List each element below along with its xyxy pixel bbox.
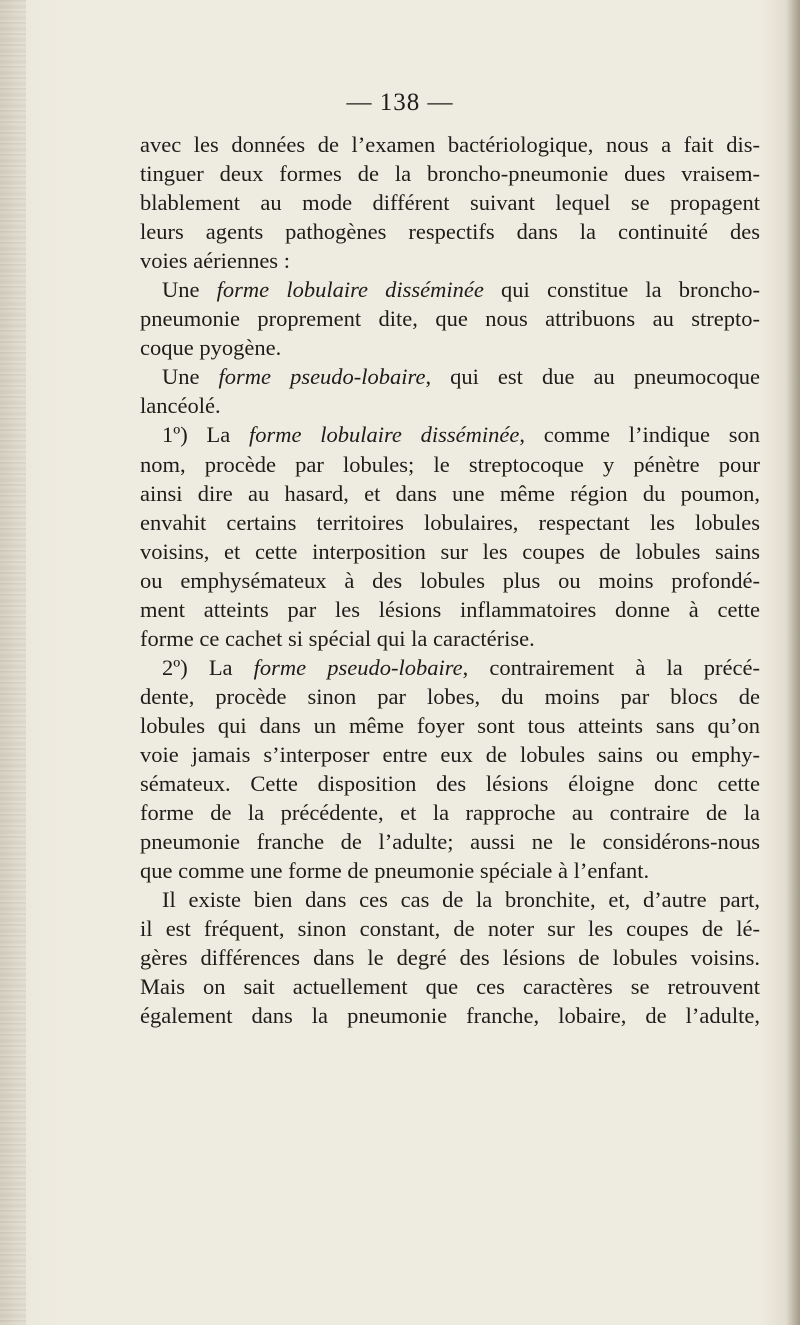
text-line: Il existe bien dans ces cas de la bronchite, et, d’autre part, [162,887,760,913]
text-run: 1º) La [162,422,249,448]
text-line: leurs agents pathogènes respectifs dans la continuité des [140,219,760,245]
page-gutter-shadow [0,0,26,1325]
text-line: envahit certains territoires lobulaires, respectant les lobules [140,509,760,535]
text-line: sémateux. Cette disposition des lésions éloigne donc cette [140,771,760,797]
italic-term: forme lobulaire disséminée [248,422,520,448]
italic-term: forme pseudo-lobaire [218,364,426,390]
text-line: voies aériennes : [140,248,290,274]
text-line: ou emphysémateux à des lobules plus ou moins profondé- [140,567,760,593]
text-run: 2º) La [162,654,254,680]
text-line: blablement au mode différent suivant lequel se propagent [140,190,760,216]
text-line: forme de la précédente, et la rapproche au contraire de la [140,800,760,826]
page-number: — 138 — [346,89,454,116]
page-edge-shadow [786,0,800,1325]
italic-term: forme lobulaire disséminée [216,277,484,303]
text-line: pneumonie proprement dite, que nous attribuons au strepto- [140,306,760,332]
text-line: gères différences dans le degré des lésions de lobules voisins. [140,945,760,971]
italic-term: forme pseudo-lobaire [253,654,463,680]
text-run: Une [162,364,219,390]
text-run: , contrairement à la précé- [462,654,761,680]
text-line: dente, procède sinon par lobes, du moins par blocs de [140,683,760,709]
text-line: il est fréquent, sinon constant, de noter sur les coupes de lé- [140,916,760,942]
text-run: Une [162,277,217,303]
text-run: , comme l’indique son [519,422,760,448]
text-line: avec les données de l’examen bactériologique, nous a fait dis- [140,132,760,157]
text-run: qui constitue la broncho- [483,277,760,303]
text-line: nom, procède par lobules; le streptocoque y pénètre pour [140,451,760,477]
text-line: pneumonie franche de l’adulte; aussi ne le considérons-nous [140,829,760,855]
body-text [140,130,760,1030]
text-line [140,420,760,449]
text-line: ment atteints par les lésions inflammatoires donne à cette [140,596,760,622]
text-line: également dans la pneumonie franche, lobaire, de l’adulte, [140,1003,760,1029]
text-line: voie jamais s’interposer entre eux de lobules sains ou emphy- [140,741,760,767]
text-line: lancéolé. [140,393,221,419]
text-line: Mais on sait actuellement que ces caractères se retrouvent [140,974,760,1000]
text-line: coque pyogène. [140,335,282,361]
text-line: ainsi dire au hasard, et dans une même région du poumon, [140,480,760,506]
text-line: lobules qui dans un même foyer sont tous atteints sans qu’on [140,712,760,738]
text-line: que comme une forme de pneumonie spéciale à l’enfant. [140,858,650,884]
text-line: forme ce cachet si spécial qui la caractérise. [140,625,535,651]
text-line [140,275,760,304]
text-line: voisins, et cette interposition sur les coupes de lobules sains [140,538,760,564]
text-line [140,653,760,682]
text-run: , qui est due au pneumocoque [425,364,760,390]
text-line [140,362,760,391]
text-line: tinguer deux formes de la broncho-pneumonie dues vraisem- [140,161,760,187]
